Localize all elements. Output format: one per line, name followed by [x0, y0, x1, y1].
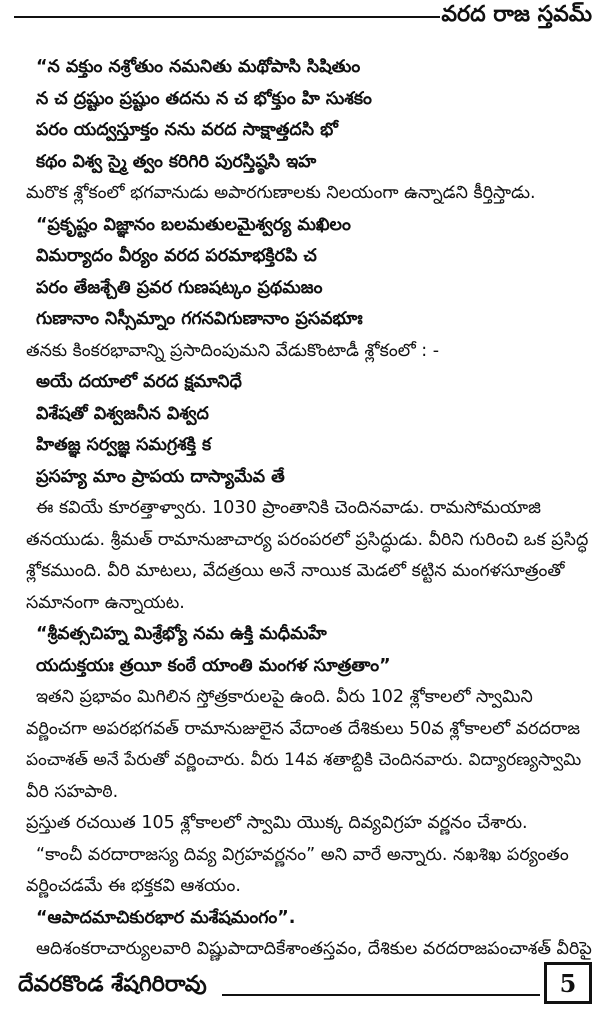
running-title: వరద రాజ స్తవమ్: [441, 2, 592, 27]
page-number: 5: [559, 968, 577, 998]
verse-line: “ఆపాదమాచికురభార మశేషమంగం”.: [36, 907, 296, 928]
verse-line: “ప్రకృష్టం విజ్ఞానం బలమతులమైశ్వర్య మఖిలం: [36, 214, 351, 235]
verse-line: “శ్రీవత్సచిహ్న మిశ్రేభ్యో నమ ఉక్తి మధీమహే: [36, 624, 327, 644]
prose-line: తనకు కింకరభావాన్ని ప్రసాదింపుమని వేడుకొంటాడీ శ్లోకంలో : -: [26, 340, 440, 361]
verse-line: గుణానాం నిస్సీమ్నాం గగనవిగుణానాం ప్రసవభూః: [36, 309, 363, 329]
prose-line: వర్ణించడమే ఈ భక్తకవి ఆశయం.: [26, 876, 241, 896]
prose-line: ఈ కవియే కూరత్తాళ్వారు. 1030 ప్రాంతానికి చెందినవాడు. రామసోమయాజి: [36, 498, 541, 518]
page-number-box: [544, 962, 592, 1004]
verse-line: న చ ద్రష్టుం ప్రష్టుం తదను న చ భోక్తుం హి సుశకం: [36, 88, 372, 109]
prose-line: “కాంచీ వరదారాజస్య దివ్య విగ్రహవర్ణనం” అని వారే అన్నారు. నఖశిఖ పర్యంతం: [36, 844, 569, 865]
prose-line: మరొక శ్లోకంలో భగవానుడు అపారగుణాలకు నిలయంగా ఉన్నాడని కీర్తిస్తాడు.: [26, 183, 536, 203]
prose-line: పంచాశత్ అనే పేరుతో వర్ణించారు. వీరు 14వ శతాబ్దికి చెందినవారు. విద్యారణ్యస్వామి: [26, 750, 582, 770]
author-name: దేవరకొండ శేషగిరిరావు: [18, 972, 207, 997]
verse-line: “న వక్తుం నశ్రోతుం నమనితు మథోపాసి సిషితుం: [36, 57, 361, 77]
prose-line: వర్ణించగా అపరభగవత్ రామానుజులైన వేదాంత దేశికులు 50వ శ్లోకాలలో వరదరాజ: [26, 718, 581, 739]
verse-line: ప్రసహ్య మాం ప్రాపయ దాస్యామేవ తే: [36, 466, 285, 487]
header-rule: [14, 16, 440, 18]
prose-line: ఆదిశంకరాచార్యులవారి విష్ణుపాదాదికేశాంతస్తవం, దేశికుల వరదరాజపంచాశత్ వీరిపై: [36, 939, 592, 959]
prose-line: ఇతని ప్రభావం మిగిలిన స్తోత్రకారులపై ఉంది. వీరు 102 శ్లోకాలలో స్వామిని: [36, 687, 533, 707]
page-footer: [0, 958, 600, 1012]
page-header: [0, 0, 600, 40]
prose-line: ప్రస్తుత రచయిత 105 శ్లోకాలలో స్వామి యొక్క దివ్యవిగ్రహ వర్ణనం చేశారు.: [26, 813, 528, 833]
prose-line: సమానంగా ఉన్నాయట.: [26, 592, 185, 613]
verse-line: కథం విశ్వ స్మై త్వం కరిగిరి పురస్తిష్ఠసి ఇహ: [36, 151, 317, 172]
verse-line: విశేషతో విశ్వజనీన విశ్వద: [36, 403, 209, 424]
verse-line: పరం యద్వస్తూక్తం నను వరద సాక్షాత్తదసి భో: [36, 120, 338, 140]
verse-line: విమర్యాదం వీర్యం వరద పరమాభక్తిరపి చ: [36, 246, 317, 266]
verse-line: హితజ్ఞ సర్వజ్ఞ సమగ్రశక్తి క: [36, 435, 212, 455]
verse-line: పరం తేజశ్చేతి ప్రవర గుణషట్కం ప్రథమజం: [36, 277, 323, 298]
prose-line: వీరి సహపాఠి.: [26, 781, 119, 802]
footer-rule: [222, 994, 540, 996]
verse-line: యదుక్తయః త్రయీ కంఠే యాంతి మంగళ సూత్రతాం”: [36, 655, 391, 676]
prose-line: తనయుడు. శ్రీమత్ రామానుజాచార్య పరంపరలో ప్రసిద్ధుడు. వీరిని గురించి ఒక ప్రసిద్ధ: [26, 529, 589, 550]
verse-line: అయే దయాలో వరద క్షమానిధే: [36, 372, 242, 392]
prose-line: శ్లోకముంది. వీరి మాటలు, వేదత్రయి అనే నాయిక మెడలో కట్టిన మంగళసూత్రంతో: [26, 561, 565, 581]
page-body: [26, 52, 592, 966]
